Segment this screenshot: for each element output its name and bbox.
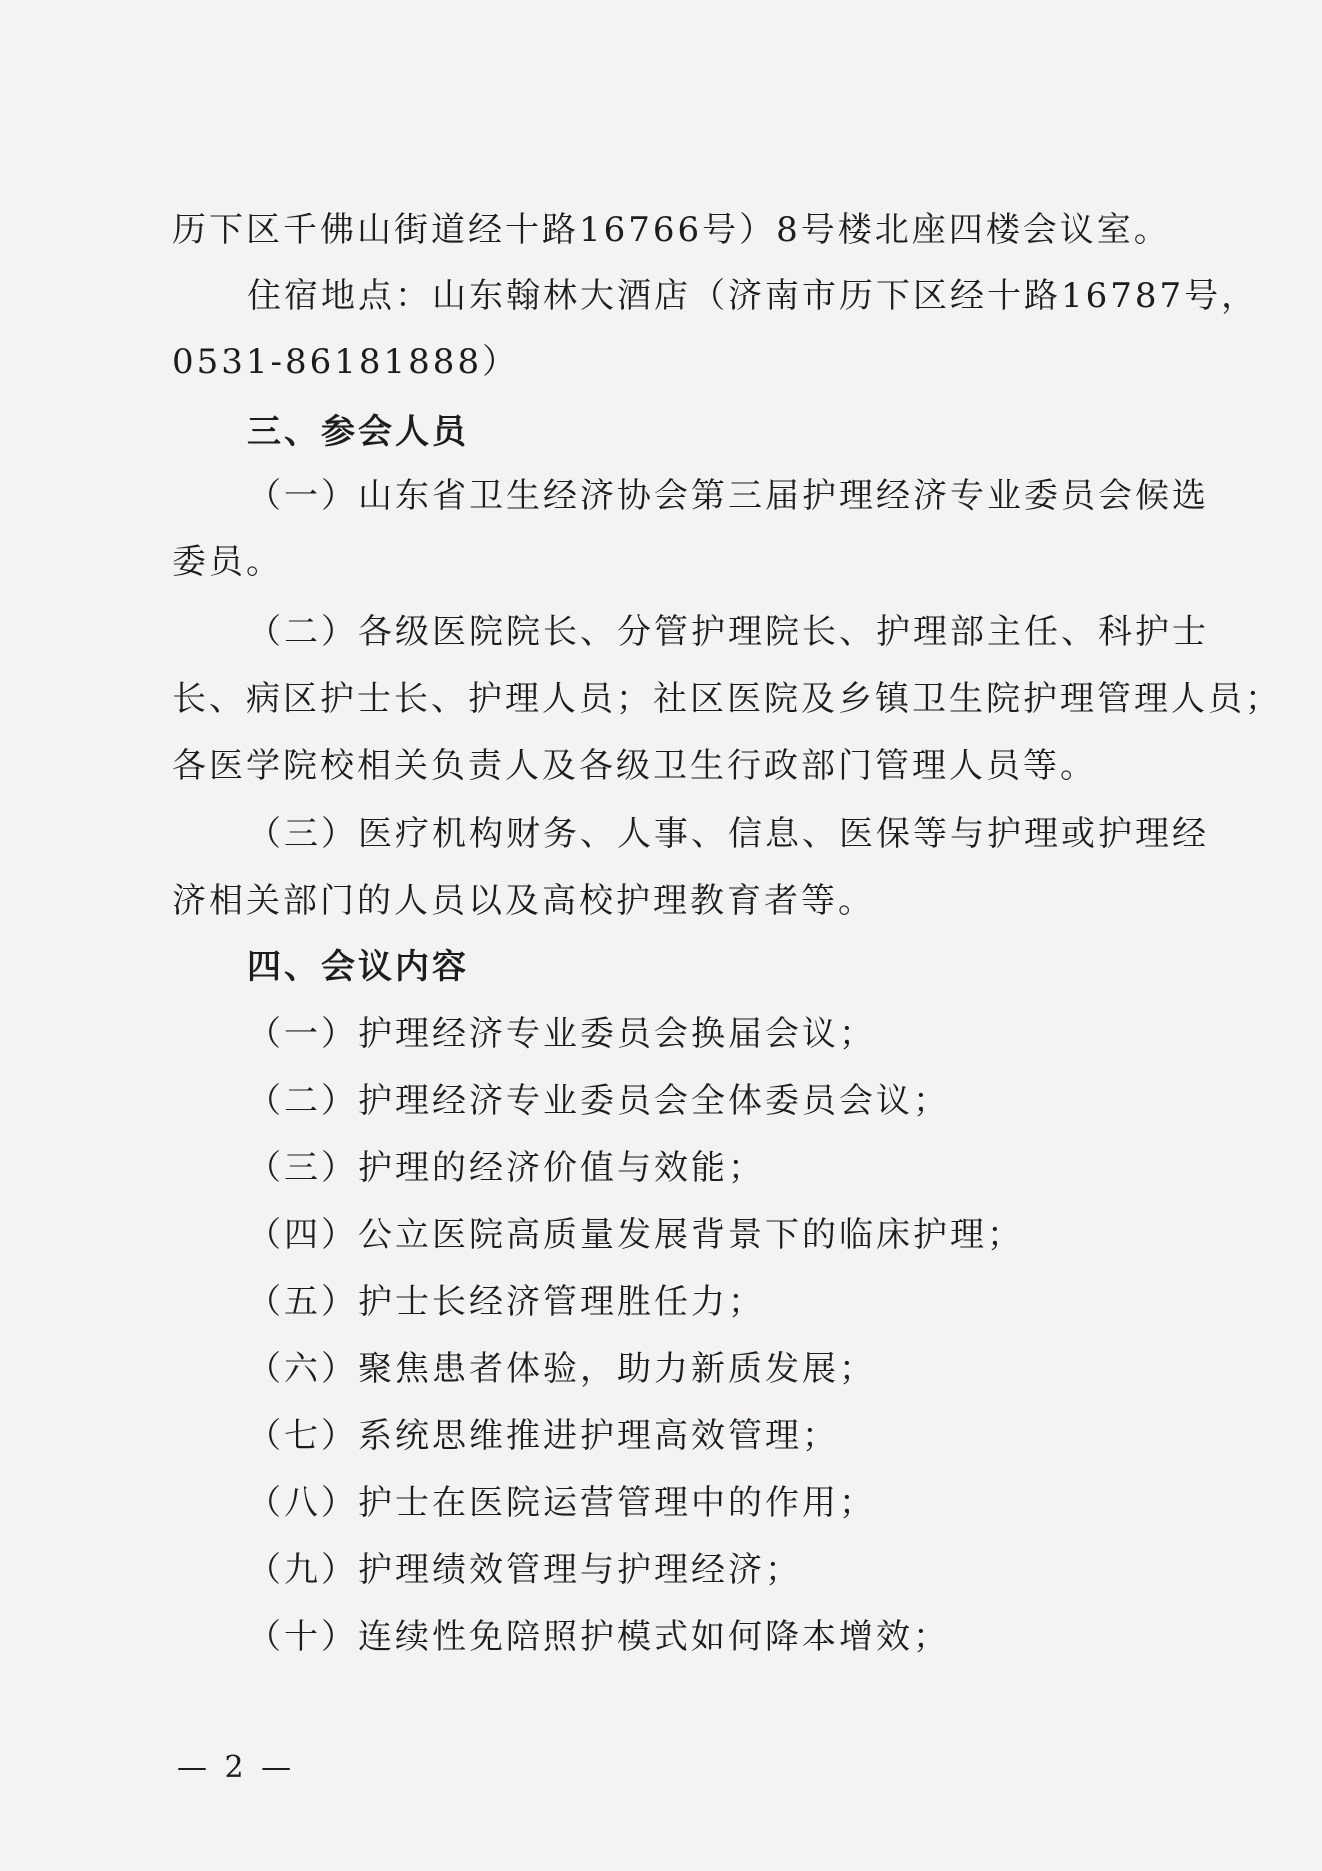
meeting-venue-continuation: 历下区千佛山街道经十路16766号）8号楼北座四楼会议室。: [172, 210, 1171, 250]
content-item-1: （一）护理经济专业委员会换届会议；: [247, 1014, 876, 1054]
accommodation-location: 住宿地点：山东翰林大酒店（济南市历下区经十路16787号，: [247, 276, 1259, 316]
attendee-item-1: （一）山东省卫生经济协会第三届护理经济专业委员会候选: [247, 476, 1209, 516]
page-number: — 2 —: [177, 1750, 296, 1785]
attendee-item-3: （三）医疗机构财务、人事、信息、医保等与护理或护理经: [247, 814, 1209, 854]
section-heading-attendees: 三、参会人员: [247, 412, 469, 452]
attendee-item-2-continued: 各医学院校相关负责人及各级卫生行政部门管理人员等。: [172, 746, 1097, 786]
content-item-5: （五）护士长经济管理胜任力；: [247, 1282, 765, 1322]
attendee-item-1-continued: 委员。: [172, 542, 283, 582]
content-item-6: （六）聚焦患者体验，助力新质发展；: [247, 1349, 876, 1389]
attendee-item-2-continued: 长、病区护士长、护理人员；社区医院及乡镇卫生院护理管理人员；: [172, 679, 1282, 719]
content-item-7: （七）系统思维推进护理高效管理；: [247, 1416, 839, 1456]
section-heading-meeting-content: 四、会议内容: [247, 947, 469, 987]
content-item-8: （八）护士在医院运营管理中的作用；: [247, 1483, 876, 1523]
attendee-item-3-continued: 济相关部门的人员以及高校护理教育者等。: [172, 881, 875, 921]
accommodation-phone: 0531-86181888）: [172, 342, 520, 382]
attendee-item-2: （二）各级医院院长、分管护理院长、护理部主任、科护士: [247, 612, 1209, 652]
content-item-3: （三）护理的经济价值与效能；: [247, 1148, 765, 1188]
content-item-9: （九）护理绩效管理与护理经济；: [247, 1550, 802, 1590]
content-item-10: （十）连续性免陪照护模式如何降本增效；: [247, 1617, 950, 1657]
content-item-2: （二）护理经济专业委员会全体委员会议；: [247, 1081, 950, 1121]
content-item-4: （四）公立医院高质量发展背景下的临床护理；: [247, 1215, 1024, 1255]
